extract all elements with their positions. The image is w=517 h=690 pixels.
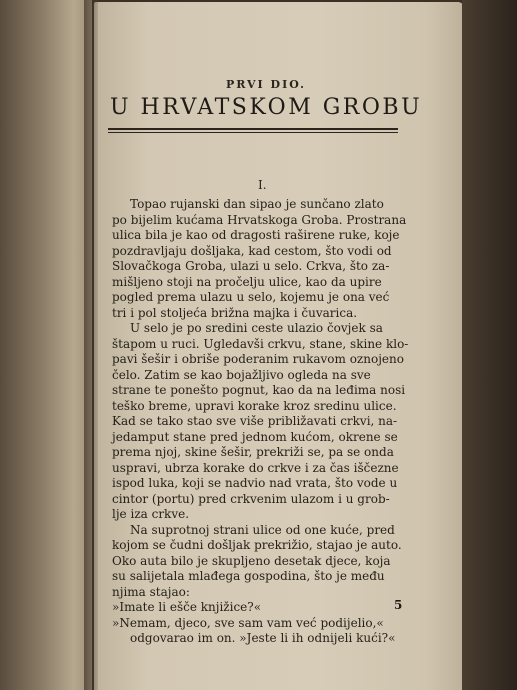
text-line: jedamput stane pred jednom kućom, okrene se — [112, 429, 398, 444]
dialogue-line: »Imate li ešče knjižice?« — [112, 600, 262, 614]
text-line: uspravi, ubrza korake do crkve i za čas iščezne — [112, 460, 399, 475]
text-line: ulica bila je kao od dragosti raširene ruke, koje — [112, 228, 400, 242]
paragraph-2 — [112, 321, 412, 523]
text-line: lje iza crkve. — [112, 507, 190, 521]
text-line: strane te ponešto pognut, kao da na leđima nosi — [112, 383, 406, 397]
dialogue — [112, 600, 412, 647]
text-line: po bijelim kućama Hrvatskoga Groba. Prostrana — [112, 212, 407, 227]
text-line: pavi šešir i obriše poderanim rukavom oznojeno — [112, 352, 404, 366]
text-line: Slovačkoga Groba, ulazi u selo. Crkva, što za- — [112, 259, 390, 273]
text-line: ispod luka, koji se nadvio nad vrata, što vode u — [112, 476, 398, 490]
text-line: Kad se tako stao sve više približavati crkvi, na- — [112, 414, 398, 428]
text-line: Na suprotnoj strani ulice od one kuće, pred — [130, 522, 395, 537]
text-line: teško breme, upravi korake kroz sredinu ulice. — [112, 398, 397, 413]
text-line: tri i pol stoljeća brižna majka i čuvarica. — [112, 305, 358, 320]
text-line: prema njoj, skine šešir, prekriži se, pa se onda — [112, 445, 394, 459]
background-surface — [462, 0, 517, 690]
title-rule-thin — [108, 132, 398, 133]
dialogue-line: odgovarao im on. »Jeste li ih odnijeli kući?« — [130, 631, 396, 645]
text-line: su salijetala mlađega gospodina, što je među — [112, 569, 385, 583]
page-number: 5 — [394, 598, 403, 612]
text-line: pozdravljaju došljaka, kad cestom, što vodi od — [112, 243, 392, 258]
section-number: I. — [258, 178, 267, 192]
paragraph-3 — [112, 523, 412, 601]
body-text — [112, 197, 412, 647]
text-line: štapom u ruci. Ugledavši crkvu, stane, skine klo- — [112, 336, 409, 351]
text-line: kojom se čudni došljak prekrižio, stajao je auto. — [112, 538, 402, 552]
book-gutter — [84, 0, 98, 690]
previous-page-edge — [0, 0, 92, 690]
title-rule — [108, 128, 398, 130]
chapter-title: U HRVATSKOM GROBU — [110, 95, 423, 120]
text-line: čelo. Zatim se kao bojažljivo ogleda na sve — [112, 367, 371, 382]
text-line: pogled prema ulazu u selo, kojemu je ona već — [112, 290, 390, 304]
text-line: U selo je po sredini ceste ulazio čovjek sa — [130, 321, 383, 335]
text-line: Oko auta bilo je skupljeno desetak djece, koja — [112, 553, 391, 568]
text-line: cintor (portu) pred crkvenim ulazom i u grob- — [112, 491, 390, 506]
text-line: njima stajao: — [112, 584, 190, 599]
dialogue-line: »Nemam, djeco, sve sam vam već podijelio,« — [112, 615, 384, 630]
part-label: PRVI DIO. — [226, 78, 306, 91]
text-line: mišljeno stoji na pročelju ulice, kao da upire — [112, 274, 382, 289]
paragraph-1 — [112, 197, 412, 321]
text-line: Topao rujanski dan sipao je sunčano zlato — [130, 197, 384, 211]
